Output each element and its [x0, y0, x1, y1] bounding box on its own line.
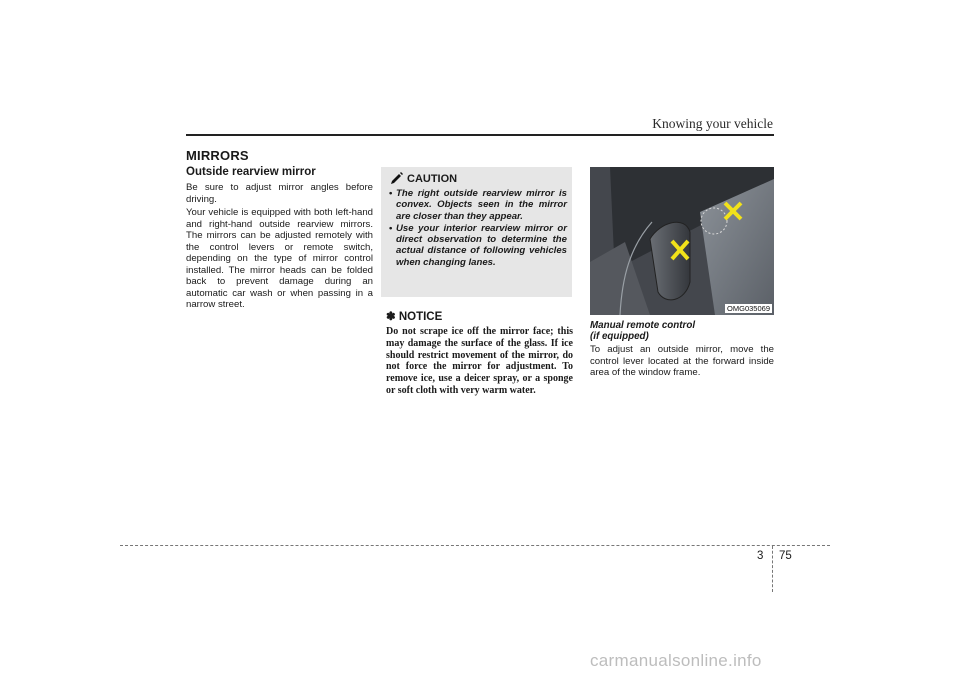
manual-remote-text: To adjust an outside mirror, move the control lever located at the forward inside area of the window frame. — [590, 344, 774, 378]
watermark: carmanualsonline.info — [590, 651, 762, 670]
caution-header — [391, 173, 458, 185]
footer-rule — [120, 545, 830, 546]
caution-item: • The right outside rearview mirror is convex. Objects seen in the mirror are closer than they appear. — [389, 188, 567, 222]
caution-list — [389, 188, 567, 269]
notice-title: ✽ NOTICE — [386, 311, 443, 323]
outside-mirror-paragraph: Be sure to adjust mirror angles before driving. — [186, 182, 373, 205]
caution-title: CAUTION — [407, 173, 458, 185]
caution-item: • Use your interior rearview mirror or direct observation to determine the actual distance of following vehicles when changing lanes. — [389, 223, 567, 268]
page-number: 75 — [779, 550, 792, 562]
chapter-title: Knowing your vehicle — [652, 116, 773, 131]
figure-code: OMG035069 — [727, 304, 770, 313]
footer-divider — [772, 546, 773, 592]
manual-remote-heading-line: (if equipped) — [590, 331, 649, 342]
notice-text: Do not scrape ice off the mirror face; this may damage the surface of the glass. If ice should restrict movement of the mirror, do not force the mirror for adjustment. To remove ice, use a deicer spray, or a sponge or soft cloth with very warm water. — [386, 326, 573, 396]
header-rule — [186, 134, 774, 136]
manual-remote-heading — [590, 320, 774, 342]
outside-mirror-heading: Outside rearview mirror — [186, 166, 316, 178]
chapter-number: 3 — [757, 550, 764, 562]
manual-remote-section — [590, 320, 774, 381]
outside-mirror-paragraph: Your vehicle is equipped with both left-hand and right-hand outside rearview mirrors. The mirrors can be adjusted remotely with the control levers or remote switch, depending on the type of mirror control installed. The mirror heads can be folded back to prevent damage during an automatic car wash or when passing in a narrow street. — [186, 207, 373, 310]
notice-section — [386, 309, 573, 397]
caution-box — [381, 167, 572, 297]
outside-mirror-section — [186, 166, 373, 313]
pencil-icon — [391, 172, 403, 184]
section-title: MIRRORS — [186, 148, 249, 163]
mirror-control-photo — [590, 167, 774, 315]
manual-remote-heading-line: Manual remote control — [590, 320, 696, 331]
mirror-illustration — [590, 167, 774, 315]
